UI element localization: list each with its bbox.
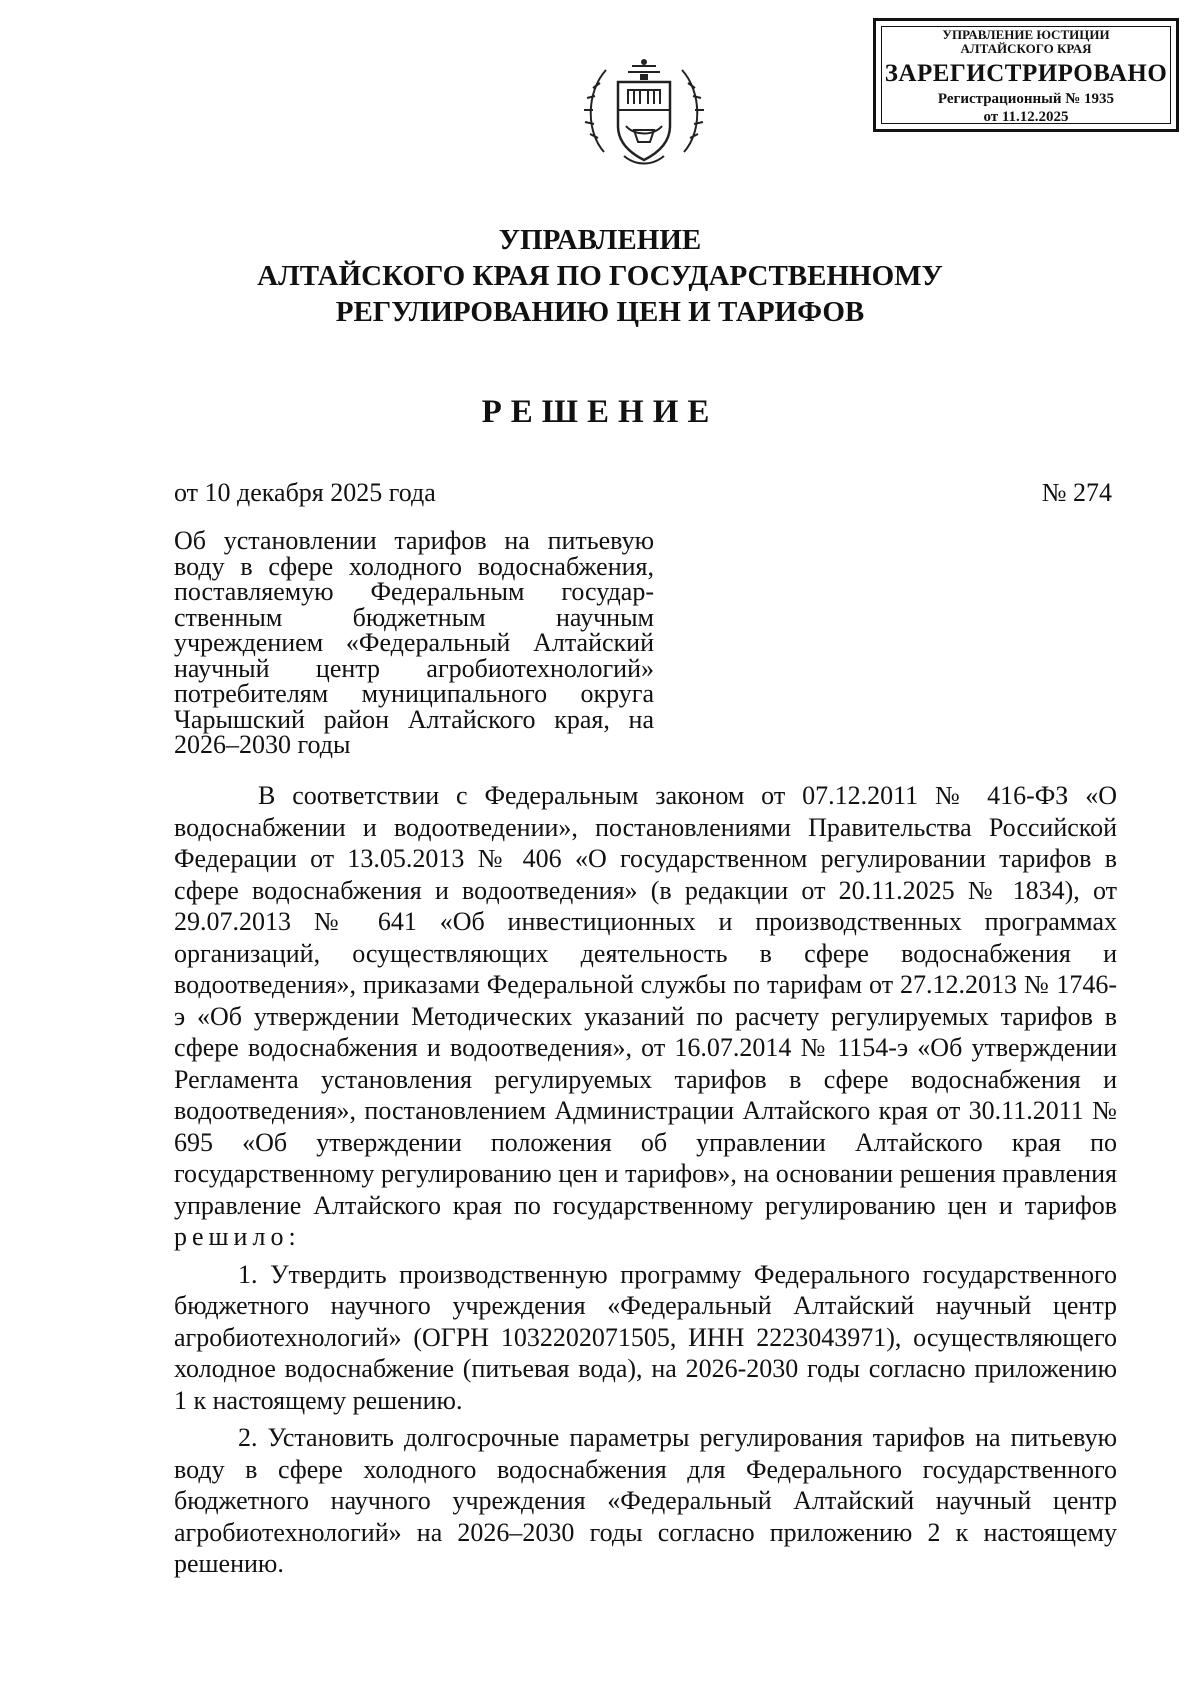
issuer-line3: РЕГУЛИРОВАНИЮ ЦЕН И ТАРИФОВ: [335, 296, 865, 328]
item-1-paragraph: 1. Утвердить производственную программу Федерального государственного бюджетного научного учреждения «Федеральный Алтайский научный центр агробиотехнологий» (ОГРН 1032202071505, ИНН 2223043971), осуществляющего холодное водоснабжение (питьевая вода), на 2026-2030 годы согласно приложению 1 к настоящему решению.: [174, 1259, 1117, 1415]
resolved-word: решило:: [174, 1222, 301, 1251]
document-number: № 274: [1041, 478, 1112, 507]
document-subject: Об установлении тарифов на питьевую воду в сфере холодного водоснабжения, поставляемую Федеральным государственным бюджетным научным учреждением «Федеральный Алтайский научный центр агробиотехнологий» потребителям муниципального округа Чарышский район Алтайского края, на 2026–2030 годы: [174, 526, 654, 759]
issuer-line2: АЛТАЙСКОГО КРАЯ ПО ГОСУДАРСТВЕННОМУ: [257, 260, 943, 292]
stamp-reg-date: от 11.12.2025: [983, 109, 1069, 125]
document-body: [174, 780, 1117, 1586]
document-type-title: РЕШЕНИЕ: [481, 394, 719, 430]
preamble-paragraph: [174, 780, 1117, 1253]
stamp-reg-number: Регистрационный № 1935: [937, 91, 1115, 107]
stamp-org-line1: УПРАВЛЕНИЕ ЮСТИЦИИ: [942, 27, 1110, 42]
issuer-heading: [0, 222, 1200, 330]
stamp-inner-border: [881, 26, 1171, 124]
stamp-org-line2: АЛТАЙСКОГО КРАЯ: [960, 41, 1092, 56]
issuer-line1: УПРАВЛЕНИЕ: [498, 224, 702, 256]
stamp-registered: ЗАРЕГИСТРИРОВАНО: [884, 60, 1168, 87]
document-date: от 10 декабря 2025 года: [174, 478, 436, 507]
registration-stamp: [873, 18, 1179, 132]
preamble-text: В соответствии с Федеральным законом от 07.12.2011 № 416-ФЗ «О водоснабжении и водоотведении», постановлениями Правительства Российской Федерации от 13.05.2013 № 406 «О государственном регулировании тарифов в сфере водоснабжения и водоотведения» (в редакции от 20.11.2025 № 1834), от 29.07.2013 № 641 «Об инвестиционных и производственных программах организаций, осуществляющих деятельность в сфере водоснабжения и водоотведения», приказами Федеральной службы по тарифам от 27.12.2013 № 1746-э «Об утверждении Методических указаний по расчету регулируемых тарифов в сфере водоснабжения и водоотведения», от 16.07.2014 № 1154-э «Об утверждении Регламента установления регулируемых тарифов в сфере водоснабжения и водоотведения», постановлением Администрации Алтайского края от 30.11.2011 № 695 «Об утверждении положения об управлении Алтайского края по государственному регулированию цен и тарифов», на основании решения правления управление Алтайского края по государственному регулированию цен и тарифов: [174, 781, 1117, 1220]
coat-of-arms-icon: [584, 52, 704, 172]
item-2-paragraph: 2. Установить долгосрочные параметры регулирования тарифов на питьевую воду в сфере холодного водоснабжения для Федерального государственного бюджетного научного учреждения «Федеральный Алтайский научный центр агробиотехнологий» на 2026–2030 годы согласно приложению 2 к настоящему решению.: [174, 1423, 1117, 1578]
